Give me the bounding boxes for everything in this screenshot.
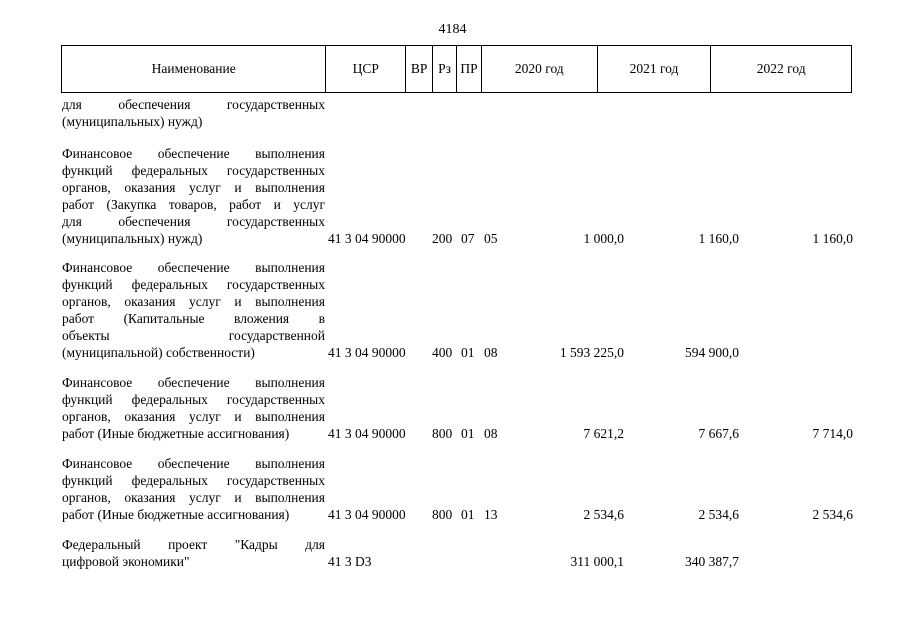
row-name-line: функций федеральных государственных bbox=[62, 473, 325, 488]
row-rz: 01 bbox=[461, 426, 475, 441]
row-rz: 01 bbox=[461, 345, 475, 360]
header-2020: 2020 год bbox=[482, 46, 598, 92]
row-csr: 41 3 04 90000 bbox=[328, 231, 406, 246]
row-2021: 340 387,7 bbox=[685, 554, 739, 569]
row-name-line: органов, оказания услуг и выполнения bbox=[62, 490, 325, 505]
row-2022: 2 534,6 bbox=[812, 507, 853, 522]
row-name-line: для обеспечения государственных bbox=[62, 214, 325, 229]
row-2022: 1 160,0 bbox=[812, 231, 853, 246]
row-name-line: функций федеральных государственных bbox=[62, 163, 325, 178]
row-name bbox=[62, 455, 325, 523]
row-2020: 311 000,1 bbox=[570, 554, 624, 569]
row-name-line: работ (Иные бюджетные ассигнования) bbox=[62, 507, 290, 522]
row-name-line: Финансовое обеспечение выполнения bbox=[62, 146, 325, 161]
row-name-line: работ (Иные бюджетные ассигнования) bbox=[62, 426, 290, 441]
row-2020: 1 000,0 bbox=[583, 231, 624, 246]
row-name-line: (муниципальных) нужд) bbox=[62, 114, 203, 129]
row-pr: 05 bbox=[484, 231, 498, 246]
row-name-line: (муниципальной) собственности) bbox=[62, 345, 255, 360]
header-name: Наименование bbox=[62, 46, 326, 92]
row-pr: 08 bbox=[484, 345, 498, 360]
row-2020: 7 621,2 bbox=[583, 426, 624, 441]
row-name bbox=[62, 259, 325, 361]
row-name-line: Финансовое обеспечение выполнения bbox=[62, 456, 325, 471]
table-row bbox=[0, 96, 905, 130]
table-row bbox=[0, 536, 905, 570]
row-vr: 800 bbox=[432, 426, 453, 441]
row-name-line: органов, оказания услуг и выполнения bbox=[62, 409, 325, 424]
row-rz: 07 bbox=[461, 231, 475, 246]
header-2022: 2022 год bbox=[756, 61, 806, 76]
header-vr: ВР bbox=[406, 46, 433, 92]
row-name bbox=[62, 145, 325, 247]
row-pr: 13 bbox=[484, 507, 498, 522]
row-2021: 594 900,0 bbox=[685, 345, 739, 360]
row-pr: 08 bbox=[484, 426, 498, 441]
row-name-line: работ (Закупка товаров, работ и услуг bbox=[62, 197, 325, 212]
row-2021: 1 160,0 bbox=[698, 231, 739, 246]
row-vr: 800 bbox=[432, 507, 453, 522]
row-name-line: работ (Капитальные вложения в bbox=[62, 311, 325, 326]
table-row bbox=[0, 455, 905, 523]
row-name-line: органов, оказания услуг и выполнения bbox=[62, 180, 325, 195]
table-row bbox=[0, 145, 905, 247]
row-2022: 7 714,0 bbox=[812, 426, 853, 441]
header-pr: ПР bbox=[457, 46, 482, 92]
table-row bbox=[0, 259, 905, 361]
row-rz: 01 bbox=[461, 507, 475, 522]
row-vr: 400 bbox=[432, 345, 453, 360]
header-2021: 2021 год bbox=[598, 46, 712, 92]
header-csr: ЦСР bbox=[326, 46, 406, 92]
row-name-line: Финансовое обеспечение выполнения bbox=[62, 375, 325, 390]
row-name bbox=[62, 536, 325, 570]
row-name-line: Федеральный проект "Кадры для bbox=[62, 537, 325, 552]
table-row bbox=[0, 374, 905, 442]
row-csr: 41 3 D3 bbox=[328, 554, 372, 569]
row-name-line: органов, оказания услуг и выполнения bbox=[62, 294, 325, 309]
row-name-line: функций федеральных государственных bbox=[62, 277, 325, 292]
row-name-line: цифровой экономики" bbox=[62, 554, 190, 569]
row-2020: 1 593 225,0 bbox=[559, 345, 624, 360]
row-csr: 41 3 04 90000 bbox=[328, 426, 406, 441]
row-2020: 2 534,6 bbox=[583, 507, 624, 522]
header-rz: Рз bbox=[433, 46, 457, 92]
page-number: 4184 bbox=[438, 22, 467, 37]
row-name-line: Финансовое обеспечение выполнения bbox=[62, 260, 325, 275]
row-2021: 7 667,6 bbox=[698, 426, 739, 441]
row-name-line: функций федеральных государственных bbox=[62, 392, 325, 407]
row-name-line: для обеспечения государственных bbox=[62, 97, 325, 112]
row-csr: 41 3 04 90000 bbox=[328, 507, 406, 522]
table-header bbox=[61, 45, 852, 93]
row-2021: 2 534,6 bbox=[698, 507, 739, 522]
row-name bbox=[62, 374, 325, 442]
row-csr: 41 3 04 90000 bbox=[328, 345, 406, 360]
row-name-line: (муниципальных) нужд) bbox=[62, 231, 203, 246]
row-name bbox=[62, 96, 325, 130]
row-name-line: объекты государственной bbox=[62, 328, 325, 343]
row-vr: 200 bbox=[432, 231, 453, 246]
